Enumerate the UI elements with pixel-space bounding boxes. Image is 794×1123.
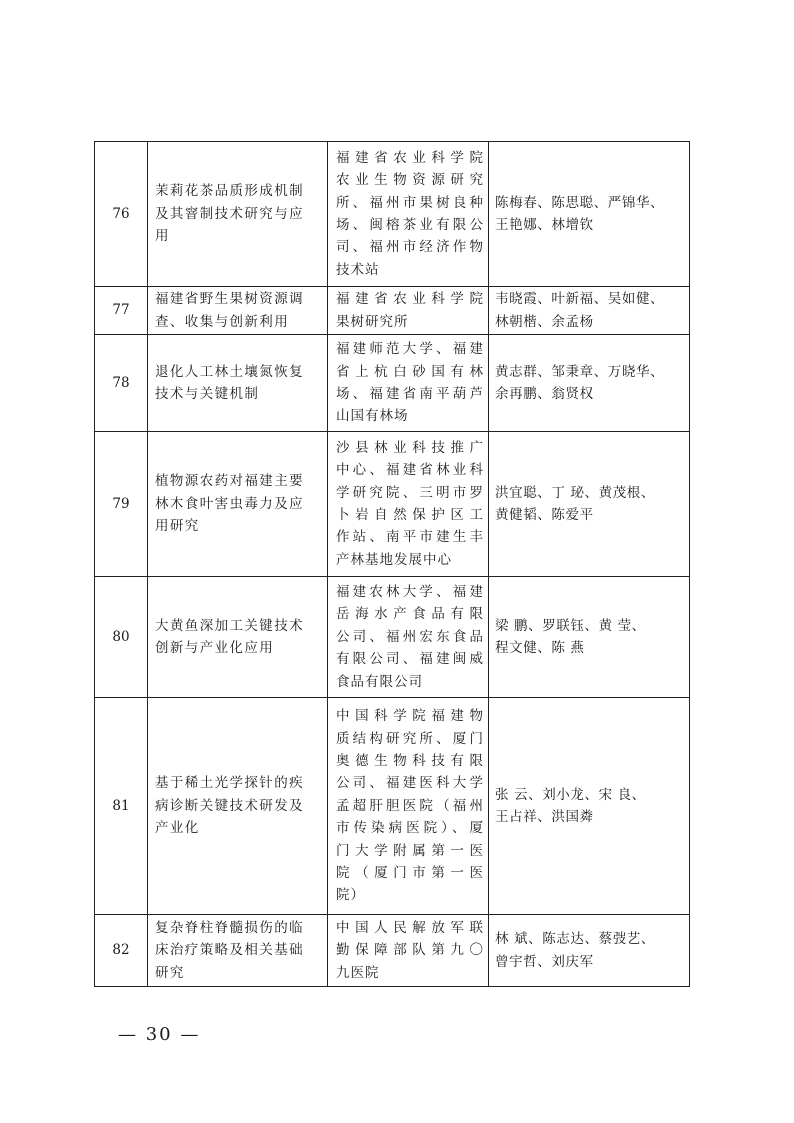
organization-cell-line: 孟超肝胆医院（福州: [336, 797, 484, 814]
row-number: 80: [95, 577, 148, 698]
organization-cell-line: 沙县林业科技推广: [336, 439, 484, 456]
organization-cell-line: 中国人民解放军联: [336, 919, 484, 936]
organization-cell-line: 公司、福建医科大学: [336, 775, 484, 792]
organization-cell-line: 场、福建省南平葫芦: [336, 386, 484, 402]
organization-cell-line: 山国有林场: [336, 408, 409, 425]
organization-cell: [328, 287, 489, 335]
project-name-cell-line: 植物源农药对福建主要: [155, 473, 304, 490]
awards-table: [94, 141, 690, 987]
contributors-cell: [489, 915, 690, 987]
project-name-cell: [148, 577, 328, 698]
organization-cell-line: 作站、南平市建生丰: [336, 529, 484, 546]
contributors-cell-line: 陈梅春、陈思聪、严锦华、: [495, 194, 665, 211]
contributors-cell: [489, 335, 690, 432]
row-number: 82: [95, 915, 148, 987]
project-name-cell-line: 床治疗策略及相关基础: [155, 942, 304, 959]
contributors-cell-line: 王艳娜、林增钦: [495, 217, 594, 233]
contributors-cell-line: 林朝楷、余孟杨: [495, 313, 594, 330]
contributors-cell: [489, 142, 690, 287]
organization-cell-line: 农业生物资源研究: [336, 172, 484, 189]
organization-cell-line: 勤保障部队第九〇: [336, 942, 484, 959]
organization-cell-line: 场、闽榕茶业有限公: [336, 217, 484, 233]
contributors-cell: [489, 432, 690, 577]
table-row: [95, 142, 690, 287]
project-name-cell-line: 病诊断关键技术研发及: [155, 797, 304, 814]
organization-cell-line: 卜岩自然保护区工: [336, 507, 484, 523]
table-row: [95, 915, 690, 987]
contributors-cell-line: 张 云、刘小龙、宋 良、: [495, 786, 646, 803]
row-number: 81: [95, 698, 148, 915]
contributors-cell-line: 林 斌、陈志达、蔡弢艺、: [495, 931, 655, 948]
row-number: 78: [95, 335, 148, 432]
contributors-cell-line: 韦晓霞、叶新福、吴如健、: [495, 291, 665, 308]
organization-cell-line: 所、福州市果树良种: [336, 194, 484, 211]
contributors-cell-line: 余再鹏、翁贤权: [495, 386, 594, 402]
contributors-cell-line: 程文健、陈 燕: [495, 640, 585, 656]
contributors-cell: [489, 287, 690, 335]
project-name-cell: [148, 432, 328, 577]
table-row: [95, 335, 690, 432]
organization-cell: [328, 335, 489, 432]
row-number: 77: [95, 287, 148, 335]
contributors-cell-line: 黄志群、邹秉章、万晓华、: [495, 363, 665, 380]
organization-cell-line: 岳海水产食品有限: [336, 606, 484, 623]
organization-cell-line: 福建师范大学、福建: [336, 341, 484, 358]
project-name-cell-line: 研究: [155, 964, 185, 981]
organization-cell-line: 公司、福州宏东食品: [336, 628, 484, 645]
organization-cell-line: 学研究院、三明市罗: [336, 484, 484, 501]
contributors-cell: [489, 577, 690, 698]
organization-cell-line: 中心、福建省林业科: [336, 462, 484, 479]
awards-table-body: [95, 142, 690, 987]
organization-cell-line: 司、福州市经济作物: [336, 239, 484, 256]
organization-cell-line: 果树研究所: [336, 313, 409, 330]
project-name-cell-line: 退化人工林土壤氮恢复: [155, 363, 304, 380]
project-name-cell-line: 福建省野生果树资源调: [155, 291, 304, 308]
organization-cell: [328, 577, 489, 698]
organization-cell-line: 技术站: [336, 261, 380, 278]
project-name-cell-line: 基于稀土光学探针的疾: [155, 775, 304, 792]
organization-cell-line: 奥德生物科技有限: [336, 752, 484, 769]
organization-cell-line: 院（厦门市第一医: [336, 865, 484, 882]
organization-cell: [328, 698, 489, 915]
organization-cell-line: 九医院: [336, 964, 380, 981]
organization-cell-line: 产林基地发展中心: [336, 551, 452, 568]
row-number: 76: [95, 142, 148, 287]
contributors-cell: [489, 698, 690, 915]
contributors-cell-line: 洪宜聪、丁 珌、黄茂根、: [495, 484, 655, 501]
project-name-cell-line: 技术与关键机制: [155, 386, 260, 402]
organization-cell-line: 质结构研究所、厦门: [336, 730, 484, 747]
organization-cell: [328, 142, 489, 287]
project-name-cell-line: 产业化: [155, 820, 200, 837]
project-name-cell-line: 用: [155, 228, 170, 245]
organization-cell: [328, 432, 489, 577]
organization-cell-line: 福建省农业科学院: [336, 149, 484, 166]
organization-cell-line: 市传染病医院）、厦: [336, 820, 484, 837]
project-name-cell: [148, 698, 328, 915]
row-number: 79: [95, 432, 148, 577]
project-name-cell-line: 大黄鱼深加工关键技术: [155, 617, 304, 634]
contributors-cell-line: 曾宇哲、刘庆军: [495, 953, 594, 970]
contributors-cell-line: 黄健韬、陈爱平: [495, 507, 594, 523]
project-name-cell-line: 及其窨制技术研究与应: [155, 205, 304, 222]
project-name-cell-line: 用研究: [155, 518, 200, 535]
contributors-cell-line: 梁 鹏、罗联钰、黄 莹、: [495, 617, 646, 634]
project-name-cell-line: 茉莉花茶品质形成机制: [155, 183, 304, 200]
organization-cell: [328, 915, 489, 987]
project-name-cell-line: 创新与产业化应用: [155, 640, 275, 656]
organization-cell-line: 院）: [336, 887, 365, 904]
project-name-cell-line: 复杂脊柱脊髓损伤的临: [155, 919, 304, 936]
page-number: — 30 —: [118, 1024, 201, 1045]
project-name-cell-line: 查、收集与创新利用: [155, 313, 290, 330]
table-row: [95, 432, 690, 577]
project-name-cell: [148, 915, 328, 987]
organization-cell-line: 福建省农业科学院: [336, 291, 484, 308]
project-name-cell: [148, 287, 328, 335]
organization-cell-line: 食品有限公司: [336, 673, 423, 690]
table-row: [95, 698, 690, 915]
project-name-cell: [148, 142, 328, 287]
table-row: [95, 577, 690, 698]
table-row: [95, 287, 690, 335]
project-name-cell-line: 林木食叶害虫毒力及应: [155, 495, 304, 512]
organization-cell-line: 有限公司、福建闽威: [336, 651, 484, 668]
organization-cell-line: 中国科学院福建物: [336, 708, 484, 725]
project-name-cell: [148, 335, 328, 432]
contributors-cell-line: 王占祥、洪国粦: [495, 809, 594, 825]
organization-cell-line: 门大学附属第一医: [336, 842, 484, 859]
organization-cell-line: 省上杭白砂国有林: [336, 363, 484, 380]
organization-cell-line: 福建农林大学、福建: [336, 583, 484, 600]
